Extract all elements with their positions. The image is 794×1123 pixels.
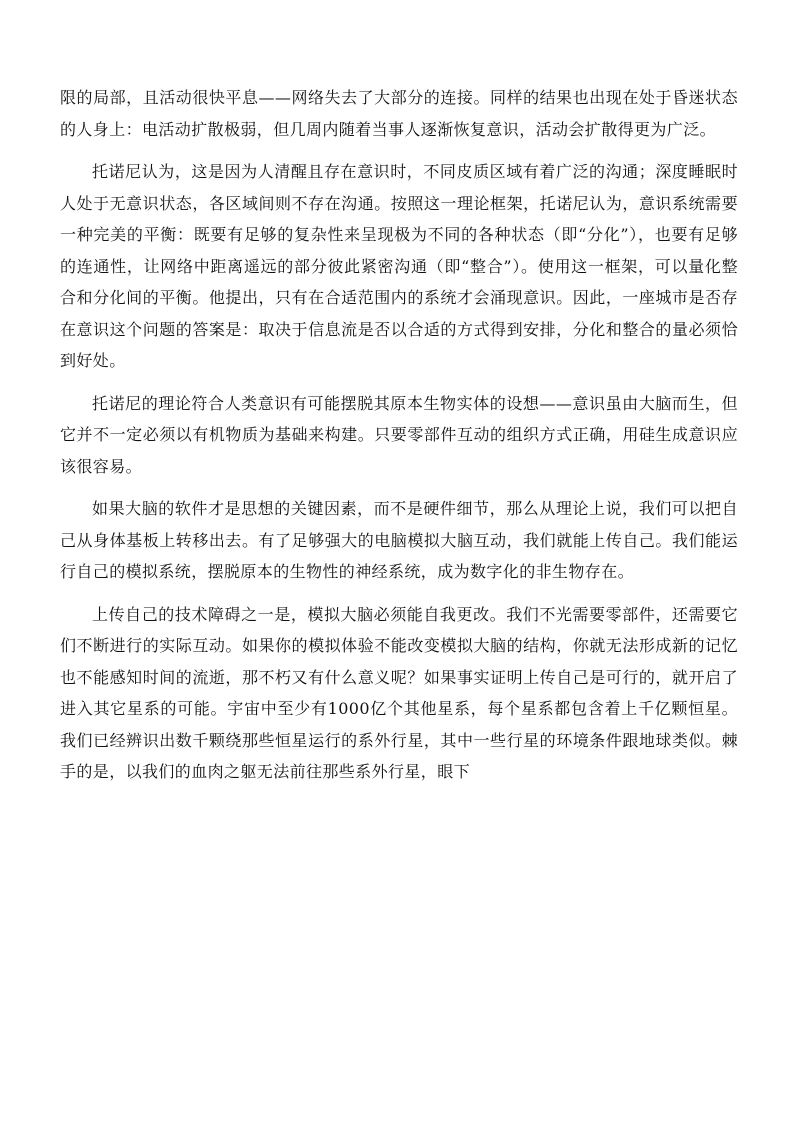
paragraph-upload-self: 如果大脑的软件才是思想的关键因素，而不是硬件细节，那么从理论上说，我们可以把自己从身体基板上转移出去。有了足够强大的电脑模拟大脑互动，我们就能上传自己。我们能运行自己的模拟系统，摆脱原本的生物性的神经系统，成为数字化的非生物存在。 — [60, 499, 738, 581]
paragraph-consciousness-silicon: 托诺尼的理论符合人类意识有可能摆脱其原本生物实体的设想——意识虽由大脑而生，但它并不一定必须以有机物质为基础来构建。只要零部件互动的组织方式正确，用硅生成意识应该很容易。 — [60, 393, 738, 476]
paragraph-technical-obstacles: 上传自己的技术障碍之一是，模拟大脑必须能自我更改。我们不光需要零部件，还需要它们不断进行的实际互动。如果你的模拟体验不能改变模拟大脑的结构，你就无法形成新的记忆也不能感知时间的流逝，那不朽又有什么意义呢？如果事实证明上传自己是可行的，就开启了进入其它星系的可能。宇宙中至少有1000亿个其他星系，每个星系都包含着上千亿颗恒星。我们已经辨识出数千颗绕那些恒星运行的系外行星，其中一些行星的环境条件跟地球类似。棘手的是，以我们的血肉之躯无法前往那些系外行星，眼下 — [60, 604, 738, 781]
document-body — [60, 82, 738, 799]
paragraph-tononi-theory: 托诺尼认为，这是因为人清醒且存在意识时，不同皮质区域有着广泛的沟通；深度睡眠时人处于无意识状态，各区域间则不存在沟通。按照这一理论框架，托诺尼认为，意识系统需要一种完美的平衡：既要有足够的复杂性来呈现极为不同的各种状态（即“分化”），也要有足够的连通性，让网络中距离遥远的部分彼此紧密沟通（即“整合”）。使用这一框架，可以量化整合和分化间的平衡。他提出，只有在合适范围内的系统才会涌现意识。因此，一座城市是否存在意识这个问题的答案是：取决于信息流是否以合适的方式得到安排，分化和整合的量必须恰到好处。 — [60, 162, 738, 370]
paragraph-continued: 限的局部，且活动很快平息——网络失去了大部分的连接。同样的结果也出现在处于昏迷状态的人身上：电活动扩散极弱，但几周内随着当事人逐渐恢复意识，活动会扩散得更为广泛。 — [60, 88, 738, 139]
